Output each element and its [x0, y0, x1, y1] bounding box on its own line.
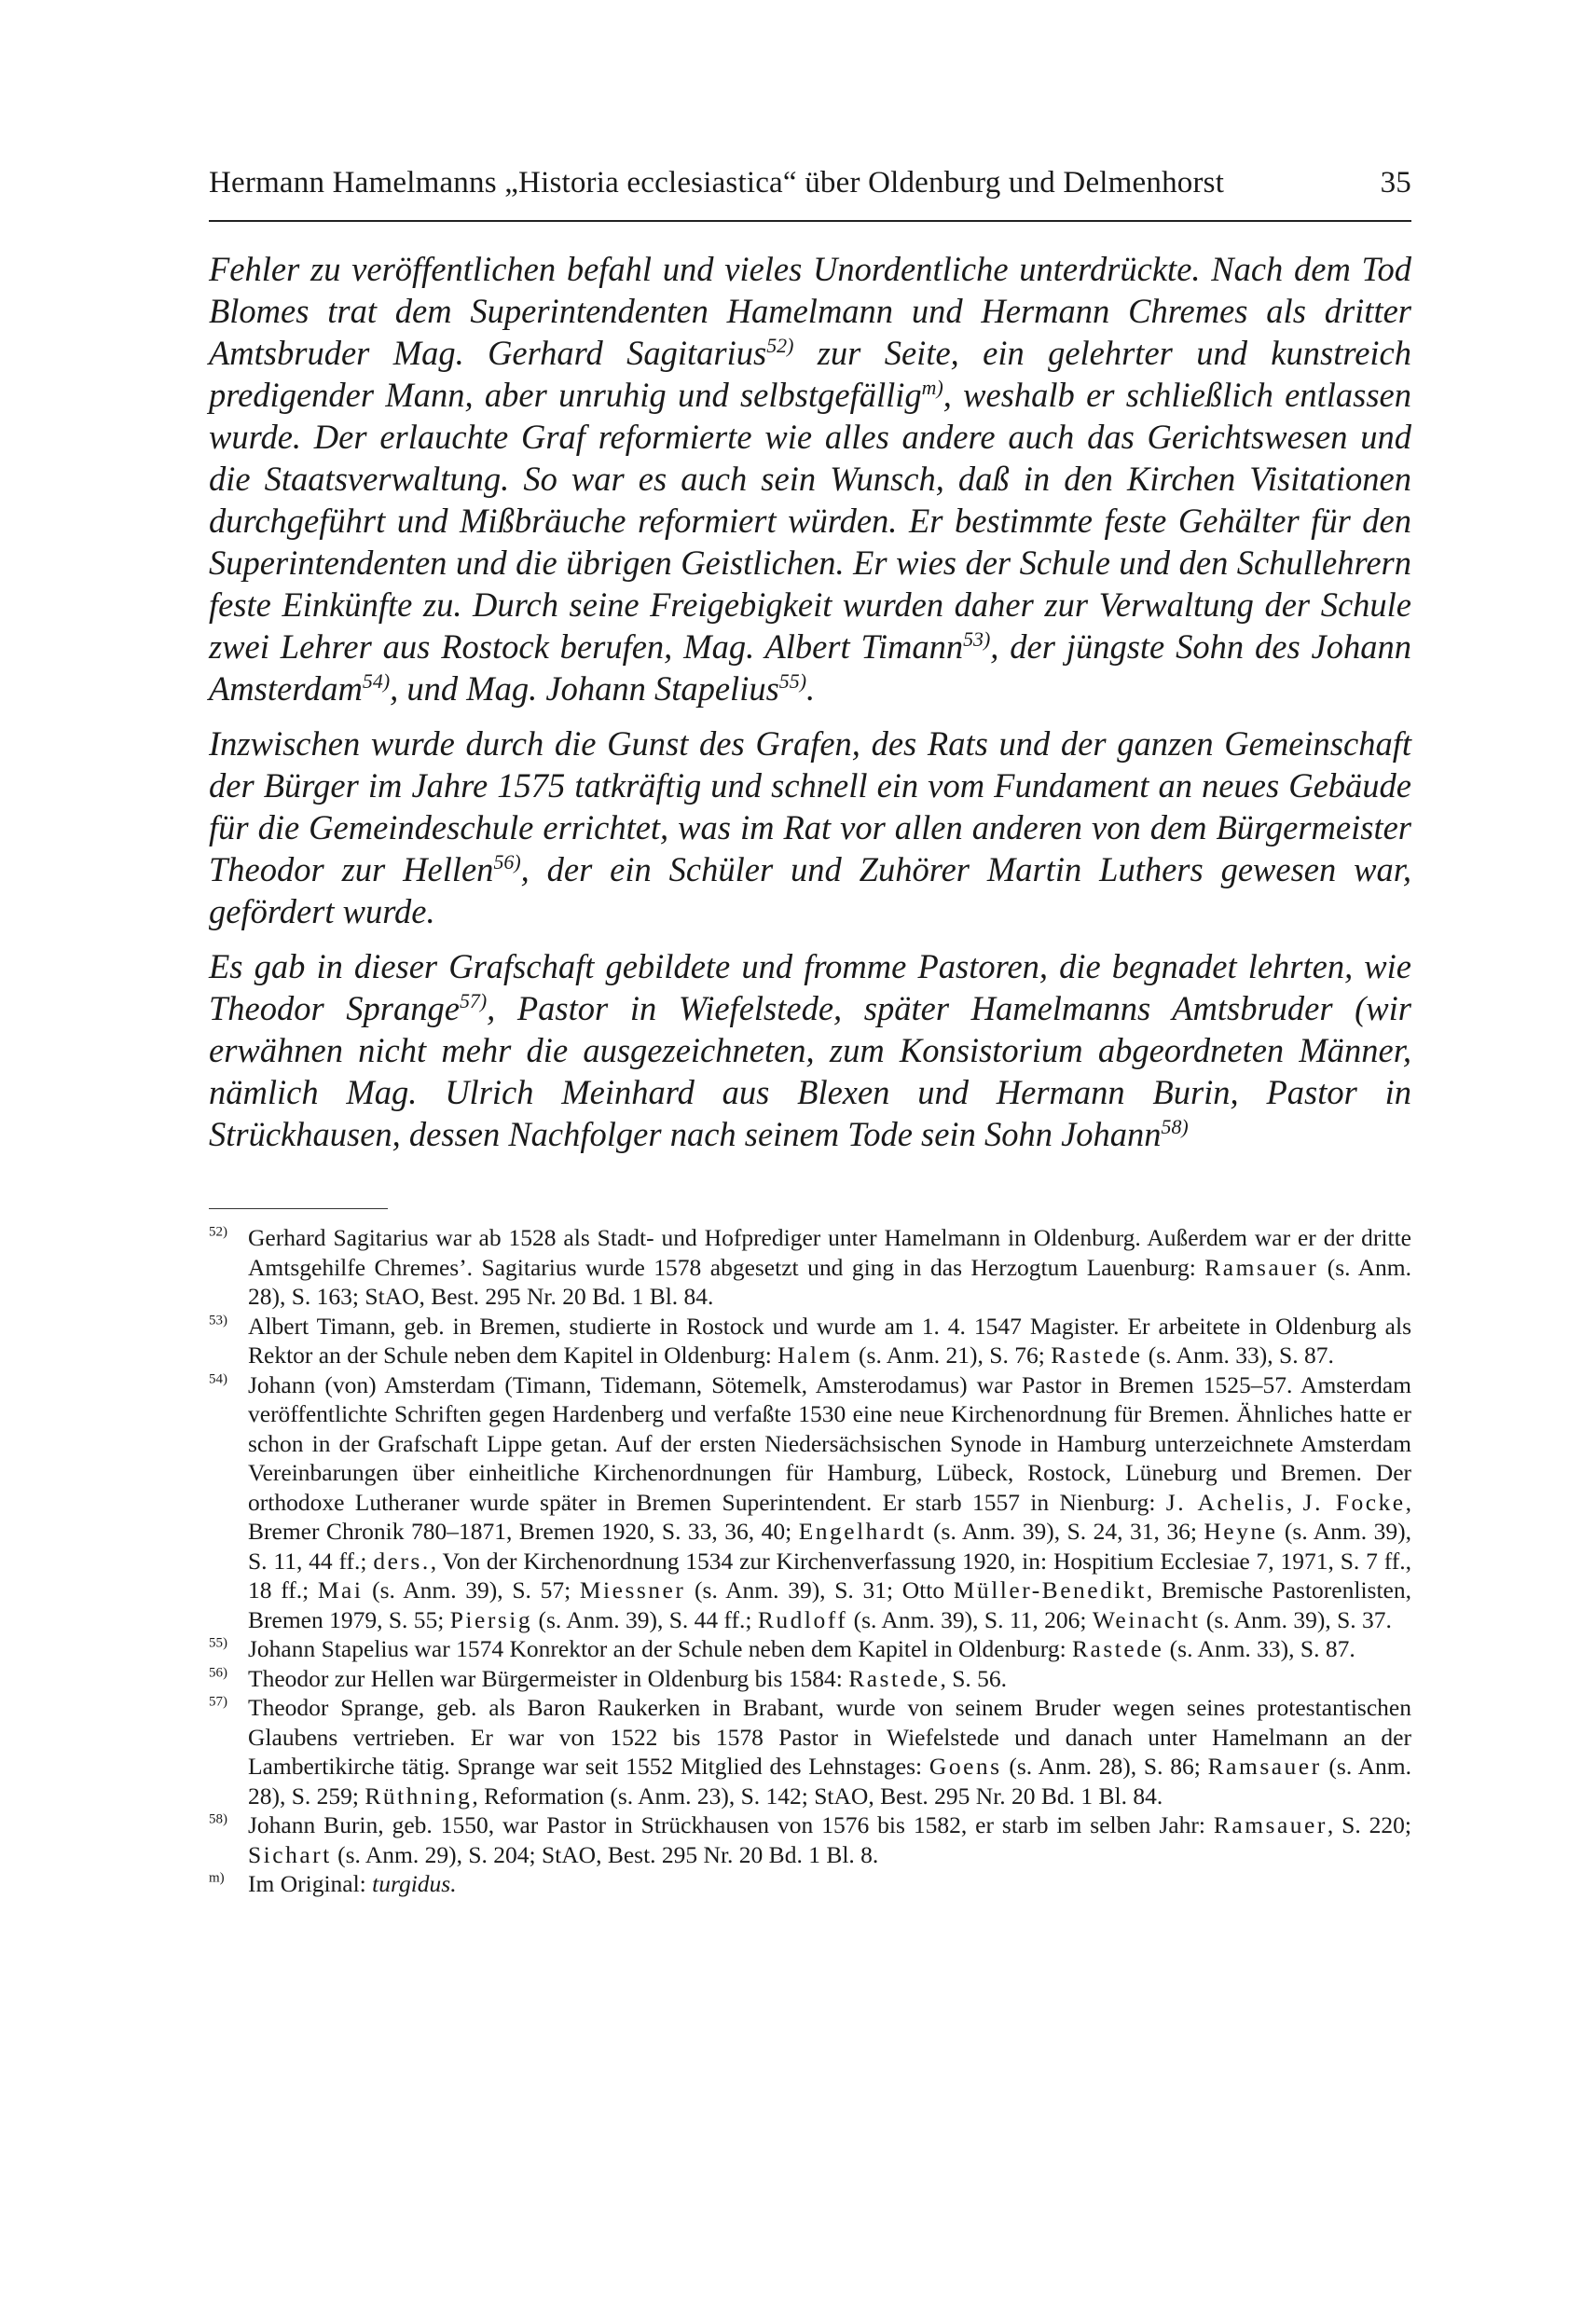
text-run: , S. 56. [940, 1664, 1007, 1692]
footnote-ref: 56) [493, 849, 521, 874]
spaced-name: Halem [777, 1342, 853, 1369]
page-number: 35 [1380, 166, 1411, 200]
text-run: Fehler zu veröffentlichen befahl und vieles Unordentliche unterdrückte. Nach dem Tod Blomes trat dem Superintendenten Hamelmann und Hermann Chremes als dritter Amtsbruder Mag. Gerhard Sagitarius [209, 250, 1411, 372]
text-run: Johann Stapelius war 1574 Konrektor an der Schule neben dem Kapitel in Oldenburg: [248, 1635, 1073, 1662]
spaced-name: Müller-Benedikt [953, 1576, 1147, 1603]
text-run: (s. Anm. 39), S. 11, 206; [847, 1605, 1093, 1633]
spaced-name: Rudloff [757, 1605, 848, 1633]
spaced-name: Ramsauer [1213, 1811, 1328, 1838]
footnote [209, 1693, 1411, 1810]
footnote-ref: m) [921, 375, 943, 399]
footnote-text [248, 1223, 1411, 1312]
text-run: (s. Anm. 29), S. 204; StAO, Best. 295 Nr. 20 Bd. 1 Bl. 8. [331, 1840, 879, 1868]
running-header [209, 166, 1411, 200]
spaced-name: Rüthning [365, 1782, 473, 1810]
footnote-ref: 55) [778, 668, 806, 693]
running-title: Hermann Hamelmanns „Historia ecclesiastica“ über Oldenburg und Delmenhorst [209, 166, 1225, 200]
text-run: Johann Burin, geb. 1550, war Pastor in Strückhausen von 1576 bis 1582, er starb im selben Jahr: [248, 1811, 1214, 1838]
footnote-marker: 52) [209, 1224, 227, 1240]
footnote-marker: 56) [209, 1665, 227, 1681]
main-text [209, 248, 1411, 1168]
footnote-marker: 53) [209, 1313, 227, 1328]
text-run: Inzwischen wurde durch die Gunst des Grafen, des Rats und der ganzen Gemeinschaft der Bürger im Jahre 1575 tatkräftig und schnell ein vom Fundament an neues Gebäude für die Gemeindeschule errichtet, was im Rat vor allen anderen von dem Bürgermeister Theodor zur Hellen [209, 724, 1411, 888]
footnote-ref: 52) [766, 333, 794, 357]
text-run: , Pastor in Wiefelstede, später Hamelmanns Amtsbruder (wir erwähnen nicht mehr die ausgezeichneten, zum Konsistorium abgeordneten Männer, nämlich Mag. Ulrich Meinhard aus Blexen und Hermann Burin, Pastor in Strückhausen, dessen Nachfolger nach seinem Tode sein Sohn Johann [209, 989, 1411, 1153]
footnote [209, 1634, 1411, 1664]
footnote-marker: 55) [209, 1635, 227, 1651]
footnote-ref: 58) [1161, 1114, 1189, 1138]
footnote-ref: 57) [459, 988, 488, 1012]
text-run: (s. Anm. 39), S. 24, 31, 36; [926, 1518, 1204, 1545]
footnote-marker: 58) [209, 1811, 227, 1827]
footnote-marker: 57) [209, 1694, 227, 1710]
text-run: turgidus. [372, 1870, 457, 1897]
text-run: , der ein Schüler und Zuhörer Martin Luthers gewesen war, gefördert wurde. [209, 850, 1411, 930]
header-rule [209, 220, 1411, 222]
text-run: (s. Anm. 39), S. 57; [363, 1576, 580, 1603]
footnote [209, 1810, 1411, 1869]
paragraph-1 [209, 248, 1411, 709]
spaced-name: Ramsauer [1204, 1253, 1319, 1281]
footnote-text [248, 1869, 1411, 1899]
spaced-name: Miessner [579, 1576, 686, 1603]
footnote-text [248, 1634, 1411, 1664]
text-run: (s. Anm. 28), S. 163; StAO, Best. 295 Nr. 20 Bd. 1 Bl. 84. [248, 1253, 1411, 1310]
spaced-name: Mai [317, 1576, 364, 1603]
text-run: , Reformation (s. Anm. 23), S. 142; StAO, Best. 295 Nr. 20 Bd. 1 Bl. 84. [472, 1782, 1163, 1810]
text-run: Es gab in dieser Grafschaft gebildete und fromme Pastoren, die begnadet lehrten, wie Theodor Sprange [209, 947, 1411, 1027]
footnotes [209, 1223, 1411, 1899]
spaced-name: Rastede [848, 1664, 941, 1692]
text-run: , Bremer Chronik 780–1871, Bremen 1920, S. 33, 36, 40; [248, 1488, 1411, 1545]
footnote-ref: 53) [963, 626, 991, 651]
text-run: (s. Anm. 21), S. 76; [852, 1342, 1052, 1369]
text-run: , S. 220; [1327, 1811, 1411, 1838]
spaced-name: Engelhardt [798, 1518, 927, 1545]
footnote-text [248, 1664, 1411, 1694]
spaced-name: Sichart [248, 1840, 332, 1868]
footnote-text [248, 1810, 1411, 1869]
text-run: (s. Anm. 39), S. 37. [1200, 1605, 1392, 1633]
text-run: (s. Anm. 39), S. 31; Otto [685, 1576, 954, 1603]
footnote [209, 1664, 1411, 1694]
text-run: , [1286, 1488, 1303, 1516]
text-run: , Von der Kirchenordnung 1534 zur Kirchenverfassung 1920, in: Hospitium Ecclesiae 7, 1971, S. 7 ff., 18 ff.; [248, 1547, 1411, 1603]
paragraph-2 [209, 722, 1411, 932]
text-run: (s. Anm. 33), S. 87. [1163, 1635, 1355, 1662]
text-run: (s. Anm. 28), S. 259; [248, 1753, 1411, 1810]
footnote [209, 1869, 1411, 1899]
footnote-marker: m) [209, 1870, 225, 1886]
text-run: Theodor Sprange, geb. als Baron Raukerken in Brabant, wurde von seinem Bruder wegen seines protestantischen Glaubens vertrieben. Er war von 1522 bis 1578 Pastor in Wiefelstede und danach unter Hamelmann an der Lambertikirche tätig. Sprange war seit 1552 Mitglied des Lehnstages: [248, 1694, 1411, 1780]
text-run: Albert Timann, geb. in Bremen, studierte in Rostock und wurde am 1. 4. 1547 Magister. Er arbeitete in Oldenburg als Rektor an der Schule neben dem Kapitel in Oldenburg: [248, 1312, 1411, 1369]
text-run: zur Seite, ein gelehrter und kunstreich predigender Mann, aber unruhig und selbstgefällig [209, 334, 1411, 414]
spaced-name: J. Achelis [1165, 1488, 1286, 1516]
spaced-name: Ramsauer [1207, 1753, 1322, 1780]
text-run: Theodor zur Hellen war Bürgermeister in Oldenburg bis 1584: [248, 1664, 849, 1692]
footnote-text [248, 1693, 1411, 1810]
text-run: (s. Anm. 39), S. 44 ff.; [532, 1605, 758, 1633]
footnote-text [248, 1312, 1411, 1370]
text-run: Im Original: [248, 1870, 373, 1897]
spaced-name: J. Focke [1302, 1488, 1406, 1516]
footnote-ref: 54) [362, 668, 391, 693]
footnote [209, 1370, 1411, 1635]
text-run: . [805, 669, 816, 708]
spaced-name: ders. [373, 1547, 431, 1575]
text-run: , der jüngste Sohn des Johann Amsterdam [209, 627, 1411, 708]
spaced-name: Weinacht [1092, 1605, 1201, 1633]
text-run: , weshalb er schließlich entlassen wurde. Der erlauchte Graf reformierte wie alles andere auch das Gerichtswesen und die Staatsverwaltung. So war es auch sein Wunsch, daß in den Kirchen Visitationen durchgeführt und Mißbräuche reformiert würden. Er bestimmte feste Gehälter für den Superintendenten und die übrigen Geistlichen. Er wies der Schule und den Schullehrern feste Einkünfte zu. Durch seine Freigebigkeit wurden daher zur Verwaltung der Schule zwei Lehrer aus Rostock berufen, Mag. Albert Timann [209, 376, 1411, 666]
text-run: Gerhard Sagitarius war ab 1528 als Stadt- und Hofprediger unter Hamelmann in Oldenburg. Außerdem war er der dritte Amtsgehilfe Chremes’. Sagitarius wurde 1578 abgesetzt und ging in das Herzogtum Lauenburg: [248, 1224, 1411, 1281]
spaced-name: Rastede [1072, 1635, 1164, 1662]
text-run: (s. Anm. 33), S. 87. [1142, 1342, 1334, 1369]
spaced-name: Piersig [449, 1605, 533, 1633]
paragraph-3 [209, 945, 1411, 1155]
footnote [209, 1223, 1411, 1312]
text-run: , Bremische Pastorenlisten, Bremen 1979, S. 55; [248, 1576, 1411, 1633]
text-run: Johann (von) Amsterdam (Timann, Tidemann, Sötemelk, Amsterodamus) war Pastor in Bremen 1525–57. Amsterdam veröffentlichte Schriften gegen Hardenberg und verfaßte 1530 eine neue Kirchenordnung für Bremen. Ähnliches hatte er schon in der Grafschaft Lippe getan. Auf der ersten Niedersächsischen Synode in Hamburg unterzeichnete Amsterdam Vereinbarungen über einheitliche Kirchenordnungen für Hamburg, Lübeck, Rostock, Lüneburg und Bremen. Der orthodoxe Lutheraner wurde später in Bremen Superintendent. Er starb 1557 in Nienburg: [248, 1370, 1411, 1516]
spaced-name: Heyne [1204, 1518, 1278, 1545]
footnote-separator [209, 1208, 388, 1209]
footnote-marker: 54) [209, 1371, 227, 1387]
footnote [209, 1312, 1411, 1370]
footnote-text [248, 1370, 1411, 1635]
spaced-name: Goens [929, 1753, 1002, 1780]
text-run: , und Mag. Johann Stapelius [390, 669, 779, 708]
spaced-name: Rastede [1051, 1342, 1143, 1369]
text-run: (s. Anm. 28), S. 86; [1001, 1753, 1208, 1780]
text-run: (s. Anm. 39), S. 11, 44 ff.; [248, 1518, 1411, 1575]
